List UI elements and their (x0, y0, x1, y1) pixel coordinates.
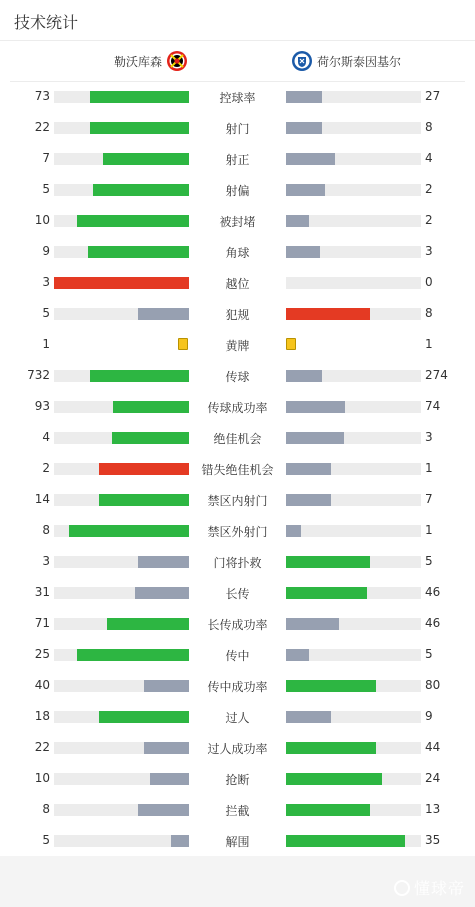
home-bar (77, 649, 189, 661)
away-bar (286, 742, 376, 754)
home-value: 71 (34, 616, 50, 630)
stat-label: 越位 (225, 277, 250, 291)
stat-label: 绝佳机会 (213, 432, 262, 446)
away-bar (286, 711, 331, 723)
stat-row (0, 391, 475, 422)
away-bar (286, 370, 322, 382)
home-value: 5 (42, 182, 50, 196)
away-bar-track (286, 308, 421, 320)
away-value: 46 (425, 616, 441, 630)
away-bar (286, 432, 344, 444)
away-bar-track (286, 91, 421, 103)
away-bar-track (286, 122, 421, 134)
home-bar (88, 246, 189, 258)
stats-list (0, 81, 475, 856)
stat-label: 传中成功率 (207, 680, 268, 694)
stat-row (0, 112, 475, 143)
stat-label: 过人 (225, 711, 250, 725)
home-bar (112, 432, 189, 444)
away-value: 8 (425, 120, 433, 134)
stat-row (0, 422, 475, 453)
away-bar (286, 184, 325, 196)
away-bar (286, 401, 345, 413)
watermark-logo-icon (394, 880, 410, 896)
away-bar-track (286, 184, 421, 196)
page-title: 技术统计 (14, 13, 79, 32)
home-bar-track (54, 494, 189, 506)
away-value: 80 (425, 678, 441, 692)
home-bar-track (54, 525, 189, 537)
home-bar (107, 618, 189, 630)
home-value: 4 (42, 430, 50, 444)
home-value: 31 (34, 585, 50, 599)
home-bar (90, 122, 189, 134)
home-value: 8 (42, 523, 50, 537)
home-bar (90, 91, 189, 103)
home-bar-track (54, 835, 189, 847)
home-value: 73 (34, 89, 50, 103)
home-bar-track (54, 153, 189, 165)
away-bar-track (286, 804, 421, 816)
stat-label: 长传 (225, 587, 250, 601)
stat-label: 拦截 (225, 804, 250, 818)
home-bar (99, 463, 189, 475)
home-bar-track (54, 122, 189, 134)
away-bar-track (286, 711, 421, 723)
away-bar (286, 246, 320, 258)
team-header (10, 41, 465, 82)
stat-label: 禁区内射门 (207, 494, 268, 508)
home-value: 8 (42, 802, 50, 816)
stat-row (0, 329, 475, 360)
home-bar (144, 680, 189, 692)
home-bar-track (54, 556, 189, 568)
away-value: 35 (425, 833, 441, 847)
away-bar (286, 835, 405, 847)
away-bar (286, 773, 382, 785)
stat-row (0, 298, 475, 329)
home-value: 3 (42, 554, 50, 568)
home-bar-track (54, 184, 189, 196)
away-bar-track (286, 370, 421, 382)
stat-label: 犯规 (225, 308, 250, 322)
home-bar (144, 742, 189, 754)
away-bar (286, 525, 301, 537)
away-bar (286, 122, 322, 134)
home-bar (138, 556, 189, 568)
away-bar-track (286, 277, 421, 289)
away-value: 8 (425, 306, 433, 320)
away-bar-track (286, 742, 421, 754)
home-value: 5 (42, 833, 50, 847)
stat-label: 传球 (225, 370, 250, 384)
stat-label: 黄牌 (225, 339, 250, 353)
home-value: 7 (42, 151, 50, 165)
home-value: 1 (42, 337, 50, 351)
home-value: 9 (42, 244, 50, 258)
away-value: 46 (425, 585, 441, 599)
home-value: 10 (34, 213, 50, 227)
stat-row (0, 577, 475, 608)
away-bar (286, 153, 335, 165)
stat-row (0, 701, 475, 732)
away-bar (286, 680, 376, 692)
away-bar (286, 308, 370, 320)
away-value: 1 (425, 461, 433, 475)
stat-row (0, 639, 475, 670)
away-value: 24 (425, 771, 441, 785)
home-value: 732 (27, 368, 50, 382)
home-bar-track (54, 91, 189, 103)
home-bar-track (54, 463, 189, 475)
stat-row (0, 825, 475, 856)
away-value: 1 (425, 337, 433, 351)
stat-label: 射正 (225, 153, 250, 167)
home-bar-track (54, 401, 189, 413)
away-value: 7 (425, 492, 433, 506)
away-bar (286, 649, 309, 661)
stat-row (0, 236, 475, 267)
stat-label: 传球成功率 (207, 401, 268, 415)
away-value: 2 (425, 213, 433, 227)
away-value: 13 (425, 802, 441, 816)
home-bar-track (54, 370, 189, 382)
stat-label: 过人成功率 (207, 742, 268, 756)
away-bar-track (286, 773, 421, 785)
stat-row (0, 360, 475, 391)
home-bar-track (54, 804, 189, 816)
stat-label: 解围 (225, 835, 250, 849)
away-bar (286, 215, 309, 227)
holstein-kiel-logo-icon (291, 50, 313, 72)
away-value: 9 (425, 709, 433, 723)
stat-label: 射门 (225, 122, 250, 136)
stat-label: 控球率 (219, 91, 256, 105)
away-bar-track (286, 649, 421, 661)
away-bar (286, 91, 322, 103)
away-value: 3 (425, 244, 433, 258)
home-bar-track (54, 277, 189, 289)
stat-label: 角球 (225, 246, 250, 260)
footer (0, 856, 475, 907)
away-value: 4 (425, 151, 433, 165)
home-bar-track (54, 711, 189, 723)
away-bar (286, 804, 370, 816)
away-bar (286, 494, 331, 506)
home-bar (113, 401, 189, 413)
home-bar-track (54, 618, 189, 630)
stat-row (0, 205, 475, 236)
home-bar-track (54, 680, 189, 692)
stat-label: 抢断 (225, 773, 250, 787)
home-bar-track (54, 246, 189, 258)
away-bar-track (286, 432, 421, 444)
away-bar-track (286, 463, 421, 475)
away-value: 74 (425, 399, 441, 413)
away-bar (286, 618, 339, 630)
away-value: 27 (425, 89, 441, 103)
stat-row (0, 608, 475, 639)
away-bar (286, 556, 370, 568)
home-bar (171, 835, 189, 847)
home-value: 18 (34, 709, 50, 723)
away-bar-track (286, 215, 421, 227)
home-value: 5 (42, 306, 50, 320)
yellow-card-icon (286, 338, 296, 350)
watermark-text: 懂球帝 (413, 879, 465, 898)
stat-row (0, 174, 475, 205)
home-value: 2 (42, 461, 50, 475)
away-bar-track (286, 153, 421, 165)
home-bar-track (54, 649, 189, 661)
stat-row (0, 670, 475, 701)
stat-row (0, 763, 475, 794)
away-bar-track (286, 587, 421, 599)
stat-row (0, 143, 475, 174)
away-team[interactable] (291, 41, 401, 81)
stat-label: 射偏 (225, 184, 250, 198)
home-team-name: 勒沃库森 (113, 54, 162, 69)
away-bar-track (286, 494, 421, 506)
home-value: 93 (34, 399, 50, 413)
stat-label: 禁区外射门 (207, 525, 268, 539)
home-value: 10 (34, 771, 50, 785)
home-bar (138, 804, 189, 816)
stat-row (0, 267, 475, 298)
stat-label: 门将扑救 (213, 556, 262, 570)
away-bar-track (286, 246, 421, 258)
stat-label: 长传成功率 (207, 618, 268, 632)
home-bar (135, 587, 189, 599)
away-bar-track (286, 556, 421, 568)
section-header (0, 0, 475, 41)
home-bar (54, 277, 189, 289)
home-bar-track (54, 742, 189, 754)
home-value: 25 (34, 647, 50, 661)
away-value: 274 (425, 368, 448, 382)
stat-row (0, 81, 475, 112)
stat-row (0, 453, 475, 484)
away-value: 3 (425, 430, 433, 444)
home-team[interactable] (114, 41, 188, 81)
away-bar-track (286, 525, 421, 537)
home-value: 3 (42, 275, 50, 289)
watermark (394, 876, 465, 899)
home-bar (103, 153, 189, 165)
home-bar-track (54, 215, 189, 227)
home-value: 22 (34, 740, 50, 754)
stat-label: 被封堵 (219, 215, 256, 229)
away-value: 5 (425, 554, 433, 568)
away-bar (286, 587, 367, 599)
stat-row (0, 732, 475, 763)
away-bar-track (286, 618, 421, 630)
away-bar-track (286, 835, 421, 847)
home-value: 40 (34, 678, 50, 692)
away-value: 1 (425, 523, 433, 537)
home-bar (93, 184, 189, 196)
home-bar (150, 773, 189, 785)
away-bar (286, 463, 331, 475)
home-bar-track (54, 587, 189, 599)
away-team-name: 荷尔斯泰因基尔 (317, 54, 402, 69)
home-value: 14 (34, 492, 50, 506)
stat-label: 错失绝佳机会 (201, 463, 274, 477)
stat-row (0, 794, 475, 825)
home-bar (69, 525, 189, 537)
home-bar-track (54, 308, 189, 320)
home-value: 22 (34, 120, 50, 134)
home-bar-track (54, 432, 189, 444)
home-bar (99, 711, 189, 723)
yellow-card-icon (178, 338, 188, 350)
home-bar (138, 308, 189, 320)
home-bar-track (54, 773, 189, 785)
away-value: 0 (425, 275, 433, 289)
home-bar (99, 494, 189, 506)
stat-row (0, 484, 475, 515)
away-value: 5 (425, 647, 433, 661)
away-bar-track (286, 680, 421, 692)
leverkusen-logo-icon (166, 50, 188, 72)
away-bar-track (286, 401, 421, 413)
stat-row (0, 515, 475, 546)
stat-row (0, 546, 475, 577)
stat-label: 传中 (225, 649, 250, 663)
away-value: 2 (425, 182, 433, 196)
away-value: 44 (425, 740, 441, 754)
home-bar (77, 215, 189, 227)
home-bar (90, 370, 189, 382)
